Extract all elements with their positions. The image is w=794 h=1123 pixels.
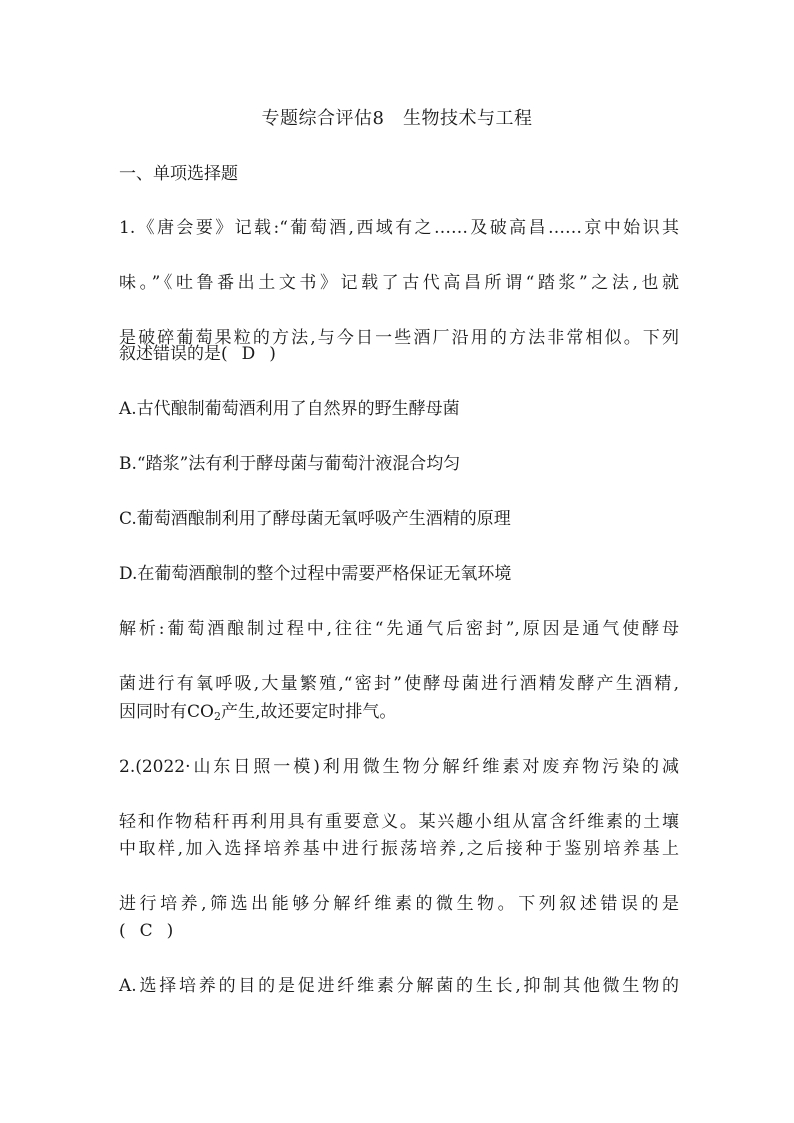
q1-stem-line-1: 1.《唐会要》记载:“葡萄酒,西域有之……及破高昌……京中始识其 <box>119 218 679 238</box>
page-title: 专题综合评估8 生物技术与工程 <box>261 108 533 129</box>
q1-analysis-subscript: 2 <box>213 710 221 723</box>
q1-option-c: C.葡萄酒酿制利用了酵母菌无氧呼吸产生酒精的原理 <box>119 509 511 529</box>
q2-option-a: A.选择培养的目的是促进纤维素分解菌的生长,抑制其他微生物的 <box>119 976 679 996</box>
q2-stem-line-2: 轻和作物秸秆再利用具有重要意义。某兴趣小组从富含纤维素的土壤 <box>119 812 679 832</box>
q1-stem-line-2: 味。”《吐鲁番出土文书》记载了古代高昌所谓“踏浆”之法,也就 <box>119 273 679 293</box>
q1-answer: D <box>241 344 256 364</box>
q1-option-d: D.在葡萄酒酿制的整个过程中需要严格保证无氧环境 <box>119 564 512 584</box>
q2-stem-line-1: 2.(2022·山东日照一模)利用微生物分解纤维素对废弃物污染的减 <box>119 757 679 777</box>
q2-answer: C <box>139 921 153 941</box>
q1-option-b: B.“踏浆”法有利于酵母菌与葡萄汁液混合均匀 <box>119 454 461 474</box>
q2-stem-line-4: 进行培养,筛选出能够分解纤维素的微生物。下列叙述错误的是 <box>119 894 679 914</box>
q2-stem-line-3: 中取样,加入选择培养基中进行振荡培养,之后接种于鉴别培养基上 <box>119 839 679 859</box>
q2-stem-line-5 <box>119 919 679 943</box>
q2-stem-line-5-prefix: ( <box>119 921 126 941</box>
q1-stem-line-4-prefix: 叙述错误的是( <box>119 344 228 364</box>
q1-stem-line-3: 是破碎葡萄果粒的方法,与今日一些酒厂沿用的方法非常相似。下列 <box>119 328 679 348</box>
q1-analysis-line-3-prefix: 因同时有CO <box>119 702 214 722</box>
section-heading: 一、单项选择题 <box>119 164 238 184</box>
q1-analysis-line-2: 菌进行有氧呼吸,大量繁殖,“密封”使酵母菌进行酒精发酵产生酒精, <box>119 674 679 694</box>
q1-analysis-line-3 <box>119 700 679 724</box>
q1-option-a: A.古代酿制葡萄酒利用了自然界的野生酵母菌 <box>119 399 460 419</box>
q1-analysis-line-1: 解析:葡萄酒酿制过程中,往往“先通气后密封”,原因是通气使酵母 <box>119 619 679 639</box>
q1-stem-line-4-suffix: ) <box>269 344 276 364</box>
q2-stem-line-5-suffix: ) <box>166 921 174 941</box>
q1-analysis-line-3-suffix: 产生,故还要定时排气。 <box>220 702 397 722</box>
q1-stem-line-4-text <box>119 342 679 366</box>
